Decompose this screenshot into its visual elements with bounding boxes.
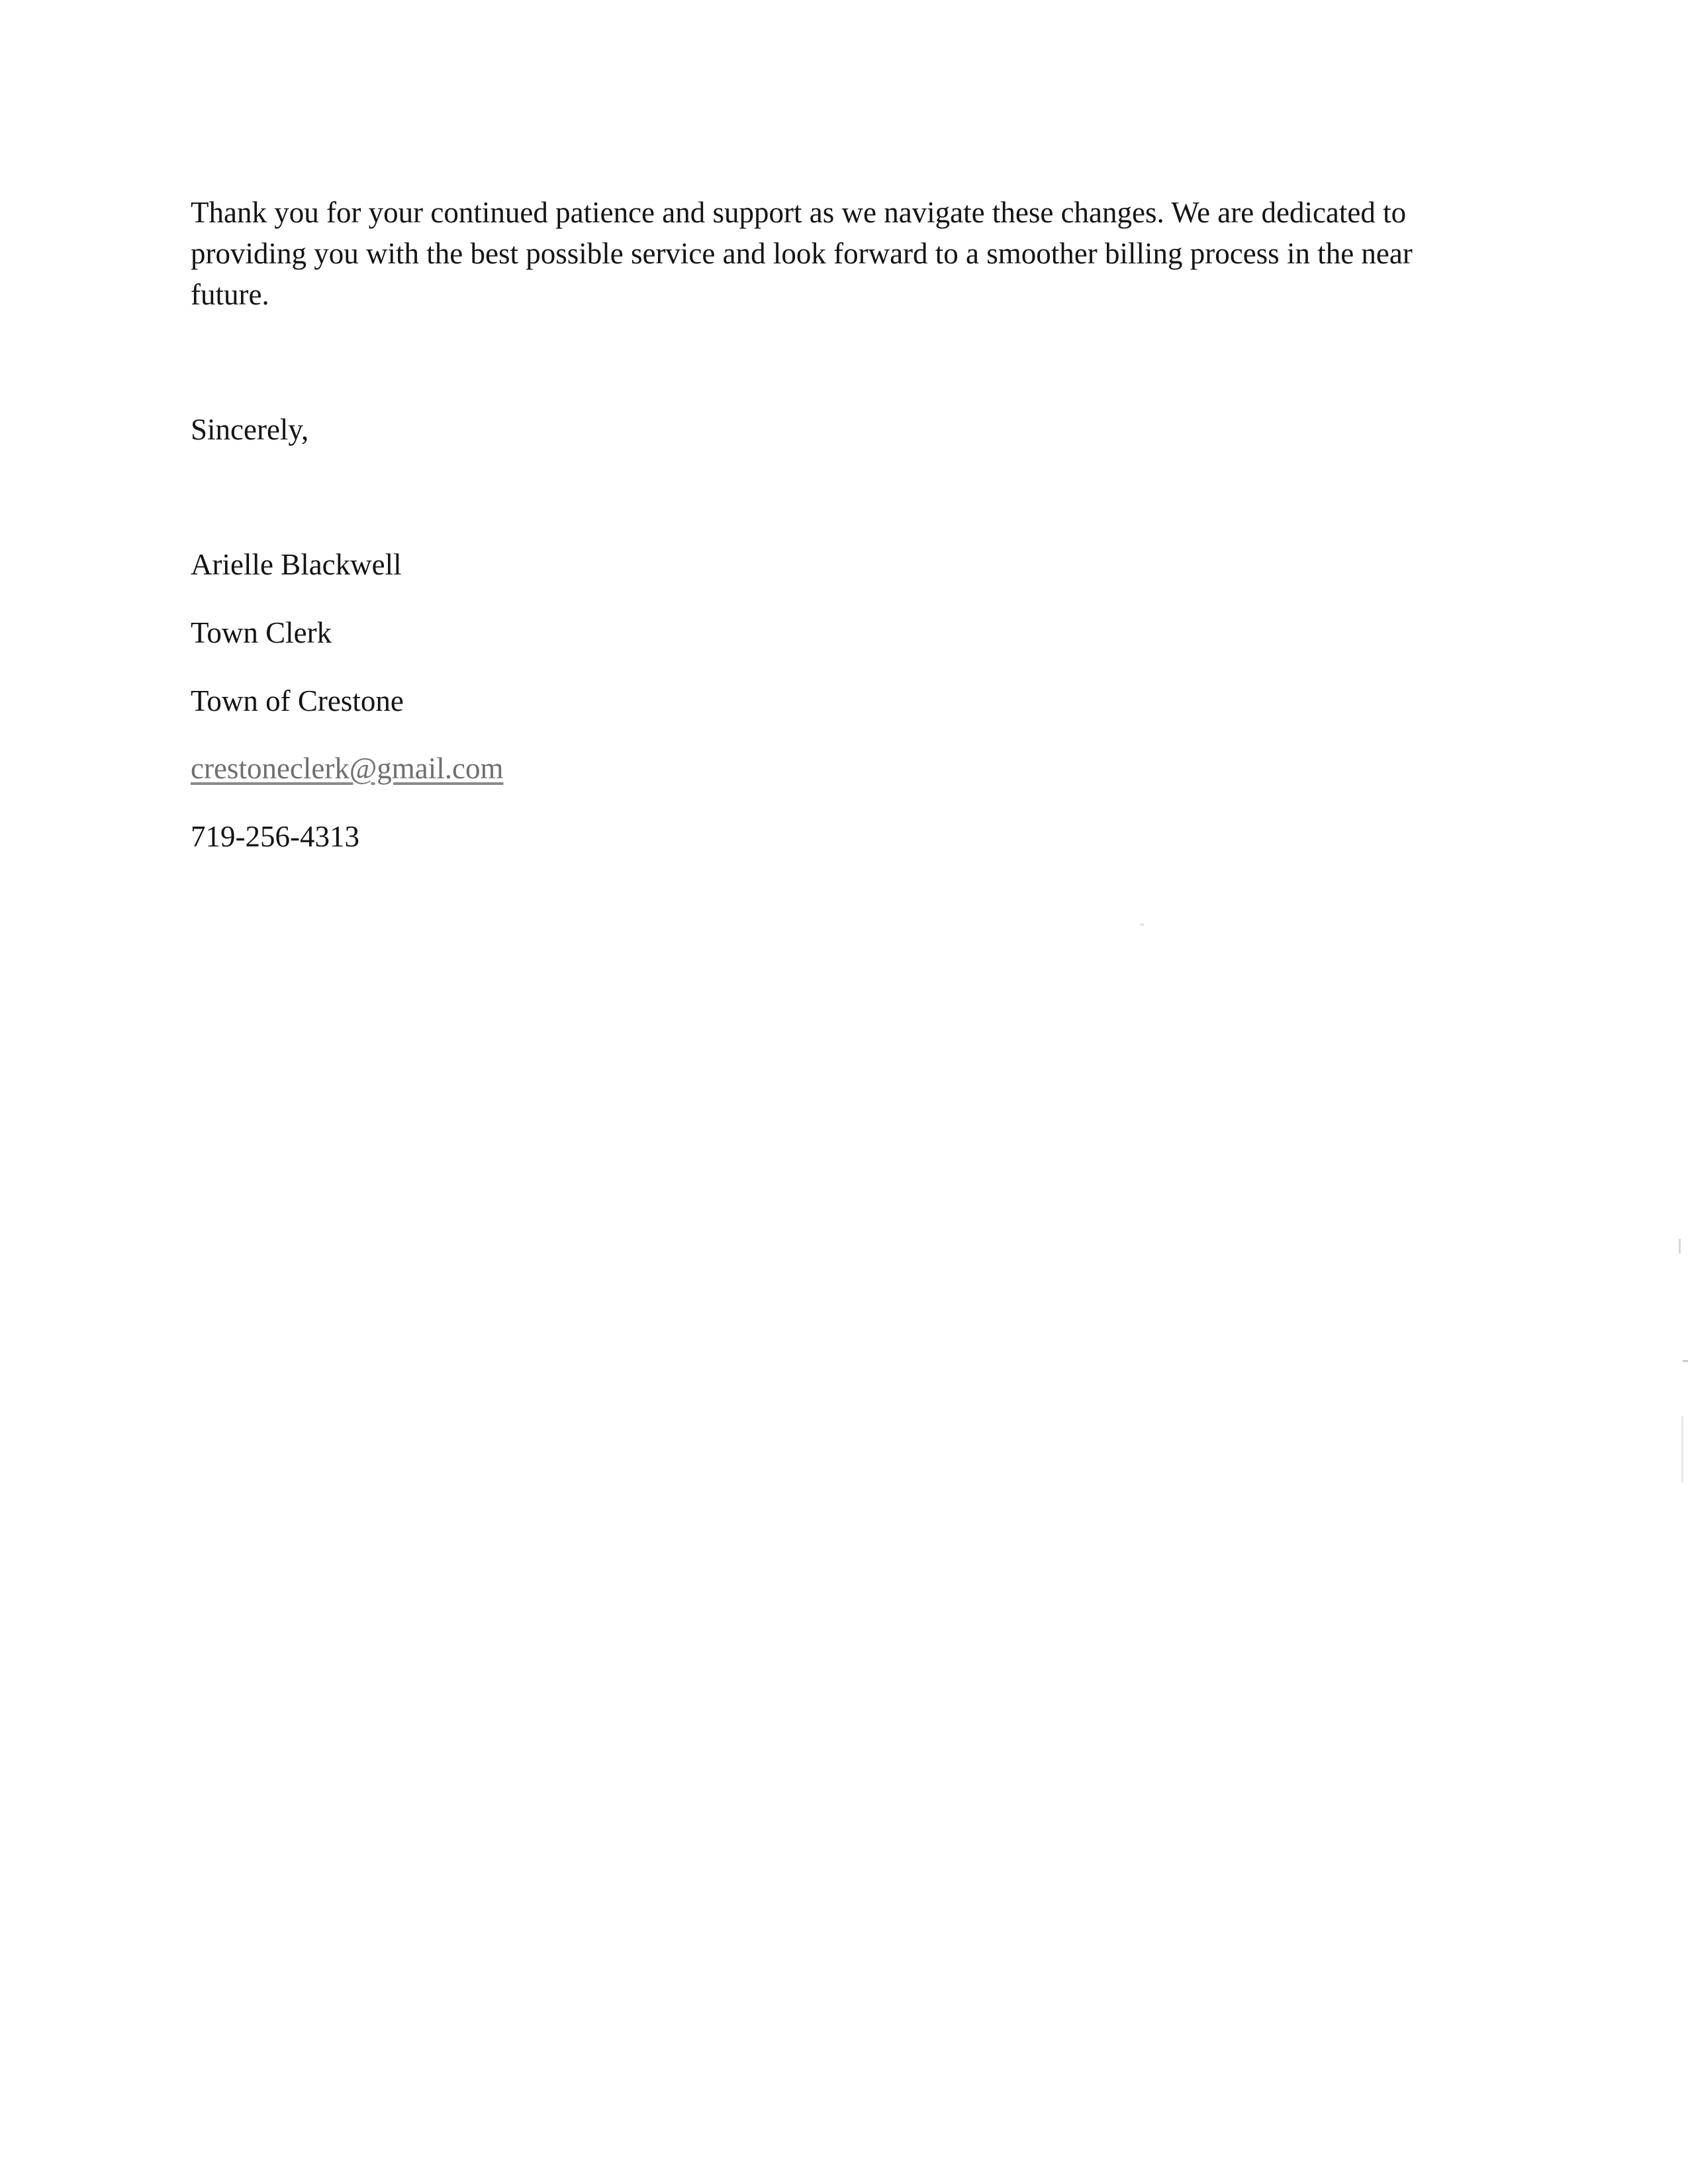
signer-email-link[interactable]: crestoneclerk@gmail.com: [191, 752, 504, 785]
scan-artifact: [1140, 923, 1144, 926]
signer-title: Town Clerk: [191, 616, 332, 649]
signer-phone: 719-256-4313: [191, 820, 359, 853]
body-paragraph: Thank you for your continued patience and support as we navigate these changes. We are dedicated to providing you with the best possible service and look forward to a smoother billing process in the near future.: [191, 196, 1413, 311]
scan-artifact: [1683, 1360, 1688, 1362]
scan-artifact: [1679, 1239, 1681, 1253]
scan-artifact: [1681, 1416, 1683, 1482]
closing-salutation: Sincerely,: [191, 413, 309, 446]
signer-name: Arielle Blackwell: [191, 548, 402, 581]
signer-organization: Town of Crestone: [191, 684, 404, 717]
